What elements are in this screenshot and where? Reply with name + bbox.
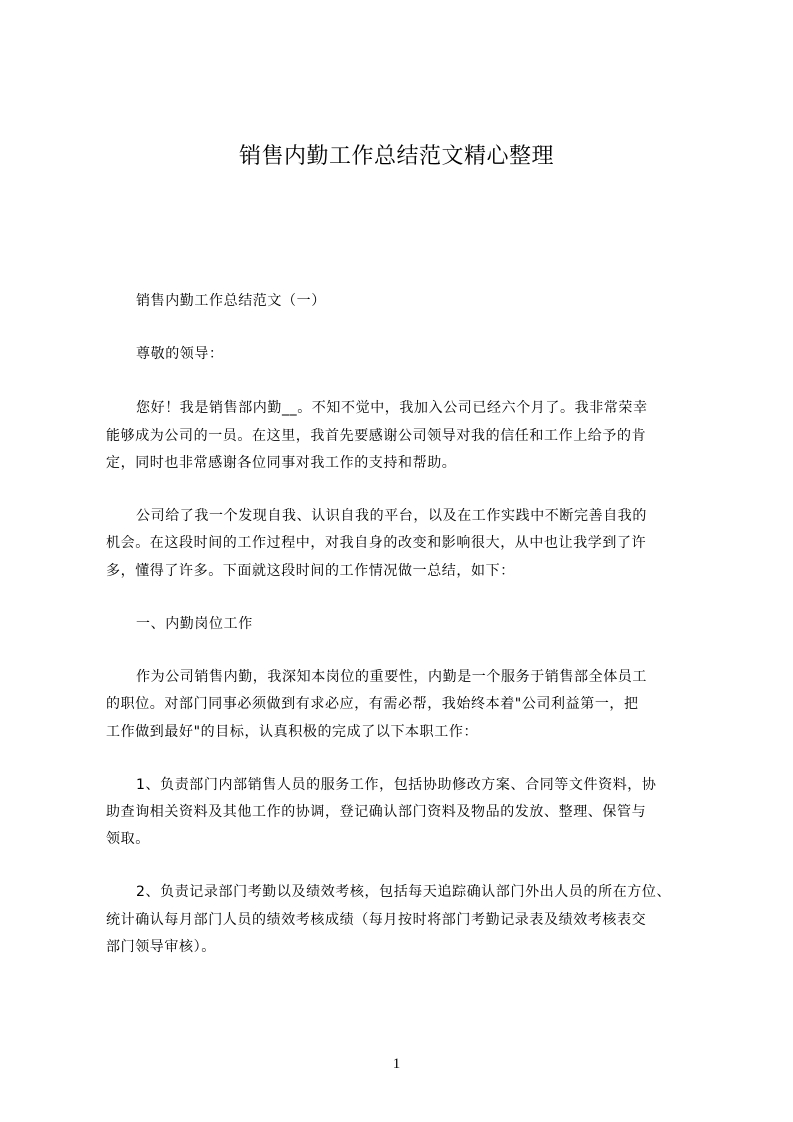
paragraph-line: 您好！我是销售部内勤__。不知不觉中，我加入公司已经六个月了。我非常荣幸 (136, 400, 648, 416)
list-item-line: 助查询相关资料及其他工作的协调，登记确认部门资料及物品的发放、整理、保管与 (106, 804, 647, 820)
paragraph-line: 作为公司销售内勤，我深知本岗位的重要性，内勤是一个服务于销售部全体员工 (136, 669, 647, 685)
list-item-line: 统计确认每月部门人员的绩效考核成绩（每月按时将部门考勤记录表及绩效考核表交 (106, 912, 647, 928)
document-title: 销售内勤工作总结范文精心整理 (238, 144, 554, 169)
paragraph-line: 的职位。对部门同事必须做到有求必应，有需必帮，我始终本着"公司利益第一，把 (106, 696, 639, 712)
list-item-line: 1、负责部门内部销售人员的服务工作，包括协助修改方案、合同等文件资料，协 (136, 777, 657, 793)
section-heading: 销售内勤工作总结范文（一） (136, 293, 326, 309)
paragraph-line: 多，懂得了许多。下面就这段时间的工作情况做一总结，如下： (106, 563, 515, 579)
list-item-line: 部门领导审核）。 (106, 939, 216, 955)
page-number: 1 (392, 1056, 401, 1072)
paragraph-line: 公司给了我一个发现自我、认识自我的平台，以及在工作实践中不断完善自我的 (136, 508, 647, 524)
paragraph-line: 机会。在这段时间的工作过程中，对我自身的改变和影响很大，从中也让我学到了许 (106, 535, 647, 551)
paragraph-line: 能够成为公司的一员。在这里，我首先要感谢公司领导对我的信任和工作上给予的肯 (106, 428, 647, 444)
salutation: 尊敬的领导： (136, 346, 224, 362)
list-item-line: 2、负责记录部门考勤以及绩效考核，包括每天追踪确认部门外出人员的所在方位、 (136, 884, 672, 900)
paragraph-line: 工作做到最好"的目标，认真积极的完成了以下本职工作： (106, 724, 479, 740)
subsection-heading: 一、内勤岗位工作 (136, 616, 253, 632)
list-item-line: 领取。 (106, 831, 150, 847)
paragraph-line: 定，同时也非常感谢各位同事对我工作的支持和帮助。 (106, 455, 457, 471)
